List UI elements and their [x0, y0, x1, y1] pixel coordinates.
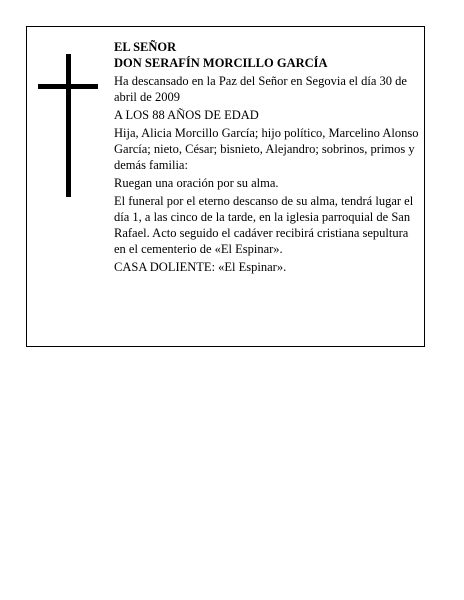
age-at-death: A LOS 88 AÑOS DE EDAD — [114, 108, 259, 122]
obituary-title: EL SEÑOR — [114, 40, 177, 54]
mourning-house: CASA DOLIENTE: «El Espinar». — [114, 260, 287, 274]
family-list: Hija, Alicia Morcillo García; hijo político, Marcelino Alonso García; nieto, César; bisnieto, Alejandro; sobrinos, primos y demás familia: — [114, 126, 419, 172]
death-notice: Ha descansado en la Paz del Señor en Segovia el día 30 de abril de 2009 — [114, 74, 407, 104]
cross-icon — [38, 54, 98, 197]
obituary-text — [114, 39, 420, 277]
deceased-name: DON SERAFÍN MORCILLO GARCÍA — [114, 56, 328, 70]
obituary-notice — [26, 26, 425, 347]
prayer-request: Ruegan una oración por su alma. — [114, 176, 279, 190]
cross-horizontal-bar — [38, 84, 98, 89]
funeral-info: El funeral por el eterno descanso de su alma, tendrá lugar el día 1, a las cinco de la tarde, en la iglesia parroquial de San Rafael. Acto seguido el cadáver recibirá cristiana sepultura en el cementerio de «El Espinar». — [114, 194, 414, 256]
cross-vertical-bar — [66, 54, 71, 197]
